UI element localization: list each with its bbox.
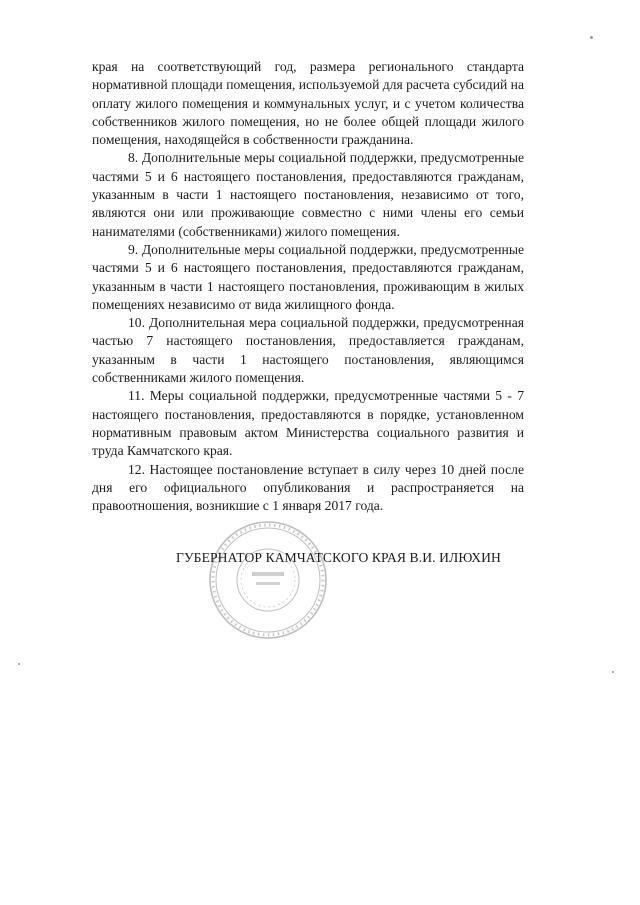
- scan-speck: [590, 36, 593, 39]
- paragraph-11: 11. Меры социальной поддержки, предусмотренные частями 5 - 7 настоящего постановления, предоставляются в порядке, установленном нормативным правовым актом Министерства социального развития и труда Камчатского края.: [92, 388, 524, 459]
- scan-speck: [612, 671, 614, 673]
- paragraph-10: 10. Дополнительная мера социальной поддержки, предусмотренная частью 7 настоящего постановления, предоставляется гражданам, указанным в части 1 настоящего постановления, являющимся собственниками жилого помещения.: [92, 315, 524, 386]
- paragraph-8: 8. Дополнительные меры социальной поддержки, предусмотренные частями 5 и 6 настоящего постановления, предоставляются гражданам, указанным в части 1 настоящего постановления, независимо от того, являются они или проживающие совместно с ними члены его семьи нанимателями (собственниками) жилого помещения.: [92, 150, 524, 239]
- paragraph-9: 9. Дополнительные меры социальной поддержки, предусмотренные частями 5 и 6 настоящего постановления, предоставляются гражданам, указанным в части 1 настоящего постановления, проживающим в жилых помещениях независимо от вида жилищного фонда.: [92, 241, 524, 312]
- signature-line: ГУБЕРНАТОР КАМЧАТСКОГО КРАЯ В.И. ИЛЮХИН: [176, 550, 501, 565]
- document-body: [92, 58, 524, 515]
- scan-speck: [18, 663, 20, 665]
- official-seal: [206, 518, 330, 642]
- paragraph-continuation: края на соответствующий год, размера регионального стандарта нормативной площади помещения, используемой для расчета субсидий на оплату жилого помещения и коммунальных услуг, и с учетом количества собственников жилого помещения, но не более общей площади жилого помещения, находящейся в собственности гражданина.: [92, 59, 524, 148]
- paragraph-12: 12. Настоящее постановление вступает в силу через 10 дней после дня его официального опубликования и распространяется на правоотношения, возникшие с 1 января 2017 года.: [92, 461, 524, 514]
